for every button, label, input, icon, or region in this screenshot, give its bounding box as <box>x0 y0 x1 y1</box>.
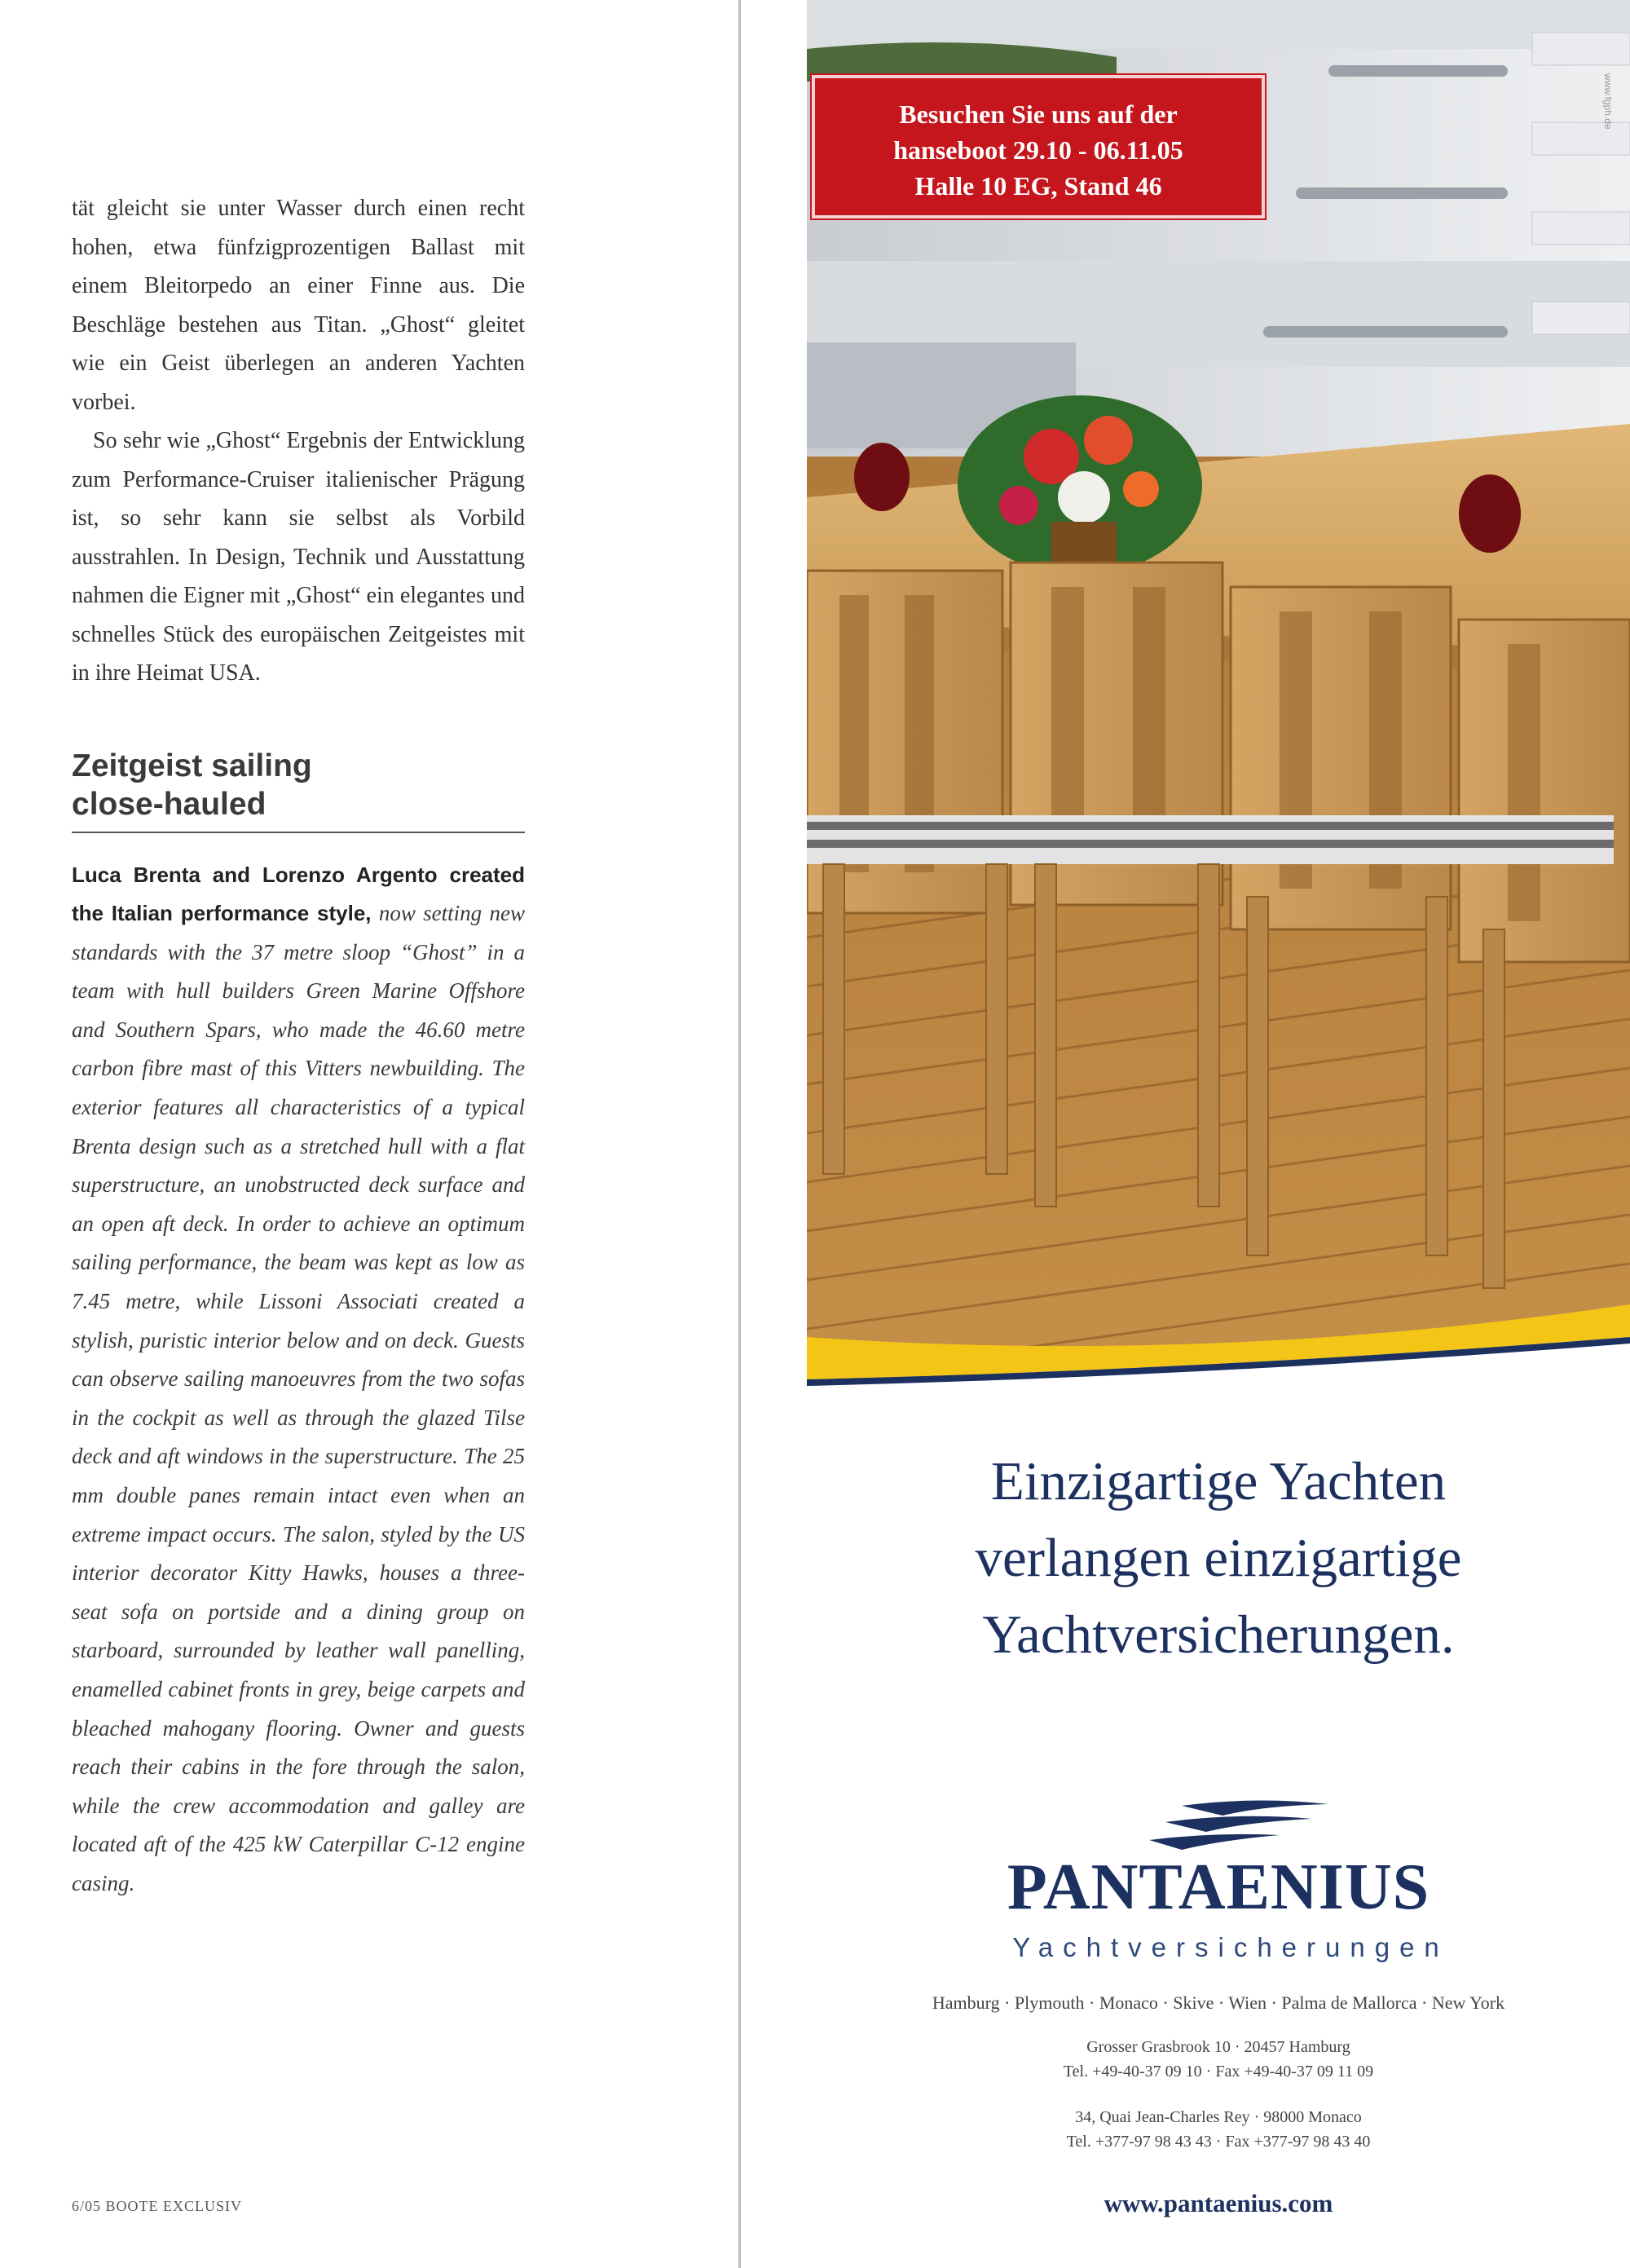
german-paragraph-2: So sehr wie „Ghost“ Ergebnis der Entwicklung zum Performance-Cruiser italienischer Prägung ist, so sehr kann sie selbst als Vorbild ausstrahlen. In Design, Technik und Ausstattung nahmen die Eigner mit „Ghost“ ein elegantes und schnelles Stück des europäischen Zeitgeistes mit in ihre Heimat USA. <box>72 428 525 686</box>
page-footer: 6/05 BOOTE EXCLUSIV <box>72 2198 242 2214</box>
english-body: now setting new standards with the 37 metre sloop “Ghost” in a team with hull builders Green Marine Offshore and Southern Spars, who made the 46.60 metre carbon fibre mast of this Vitters newbuilding. The exterior features all characteristics of a typical Brenta design such as a stretched hull with a flat superstructure, an unobstructed deck surface and an open aft deck. In order to achieve an optimum sailing performance, the beam was kept as low as 7.45 metre, while Lissoni Associati created a stylish, puristic interior below and on deck. Guests can observe sailing manoeuvres from the two sofas in the cockpit as well as through the glazed Tilse deck and aft windows in the superstructure. The 25 mm double panes remain intact even when an extreme impact occurs. The salon, styled by the US interior decorator Kitty Hawks, houses a three-seat sofa on portside and a dining group on starboard, surrounded by leather wall panelling, enamelled cabinet fronts in grey, beige carpets and bleached mahogany flooring. Owner and guests reach their cabins in the fore through the salon, while the crew accommodation and galley are located aft of the 425 kW Caterpillar C-12 engine casing. <box>72 901 525 1895</box>
event-line-1: Besuchen Sie uns auf der <box>899 99 1178 129</box>
pantaenius-wing-icon <box>1133 1798 1328 1855</box>
ad-headline-line-3: Yachtversicherungen. <box>982 1604 1455 1665</box>
ad-headline-line-2: verlangen einzigartige <box>975 1528 1462 1588</box>
section-heading-line-2: close-hauled <box>72 786 267 822</box>
section-heading-line-1: Zeitgeist sailing <box>72 748 312 783</box>
hanseboot-event-banner <box>812 75 1265 218</box>
german-paragraph-1: tät gleicht sie unter Wasser durch einen recht hohen, etwa fünfzigprozentigen Ballast mit einem Bleitorpedo an einer Finne aus. Die Beschläge bestehen aus Titan. „Ghost“ gleitet wie ein Geist überlegen an anderen Yachten vorbei. <box>72 196 525 415</box>
column-divider <box>738 0 741 2268</box>
pantaenius-tagline: Yachtversicherungen <box>1012 1932 1449 1962</box>
event-line-2: hanseboot 29.10 - 06.11.05 <box>893 135 1183 165</box>
photo-credit: www.fgph.de <box>1602 73 1614 130</box>
flower-arrangement <box>958 395 1202 575</box>
english-paragraph <box>72 856 525 1904</box>
monaco-address-line-2: Tel. +377-97 98 43 43 · Fax +377-97 98 43 40 <box>1066 2133 1371 2151</box>
ad-headline-line-1: Einzigartige Yachten <box>990 1451 1447 1511</box>
section-heading <box>72 747 525 833</box>
hamburg-address-line-2: Tel. +49-40-37 09 10 · Fax +49-40-37 09 11 09 <box>1063 2063 1374 2080</box>
office-cities: Hamburg · Plymouth · Monaco · Skive · Wien · Palma de Mallorca · New York <box>932 1992 1505 2013</box>
striped-cushions <box>807 815 1614 864</box>
ad-headline <box>807 1443 1630 1673</box>
hamburg-address-line-1: Grosser Grasbrook 10 · 20457 Hamburg <box>1086 2038 1350 2056</box>
english-lead: Luca Brenta and Lorenzo Argento created the Italian performance style, <box>72 862 525 926</box>
event-line-3: Halle 10 EG, Stand 46 <box>914 171 1162 201</box>
pantaenius-advertisement <box>807 0 1630 2268</box>
monaco-address-line-1: 34, Quai Jean-Charles Rey · 98000 Monaco <box>1075 2108 1362 2126</box>
pantaenius-website-link[interactable]: www.pantaenius.com <box>1104 2189 1333 2217</box>
pantaenius-logo: PANTAENIUS <box>1007 1851 1430 1923</box>
hamburg-address <box>807 2035 1630 2084</box>
blue-yellow-swoosh <box>807 1304 1630 1394</box>
article-column <box>72 189 525 1904</box>
monaco-address <box>807 2105 1630 2154</box>
